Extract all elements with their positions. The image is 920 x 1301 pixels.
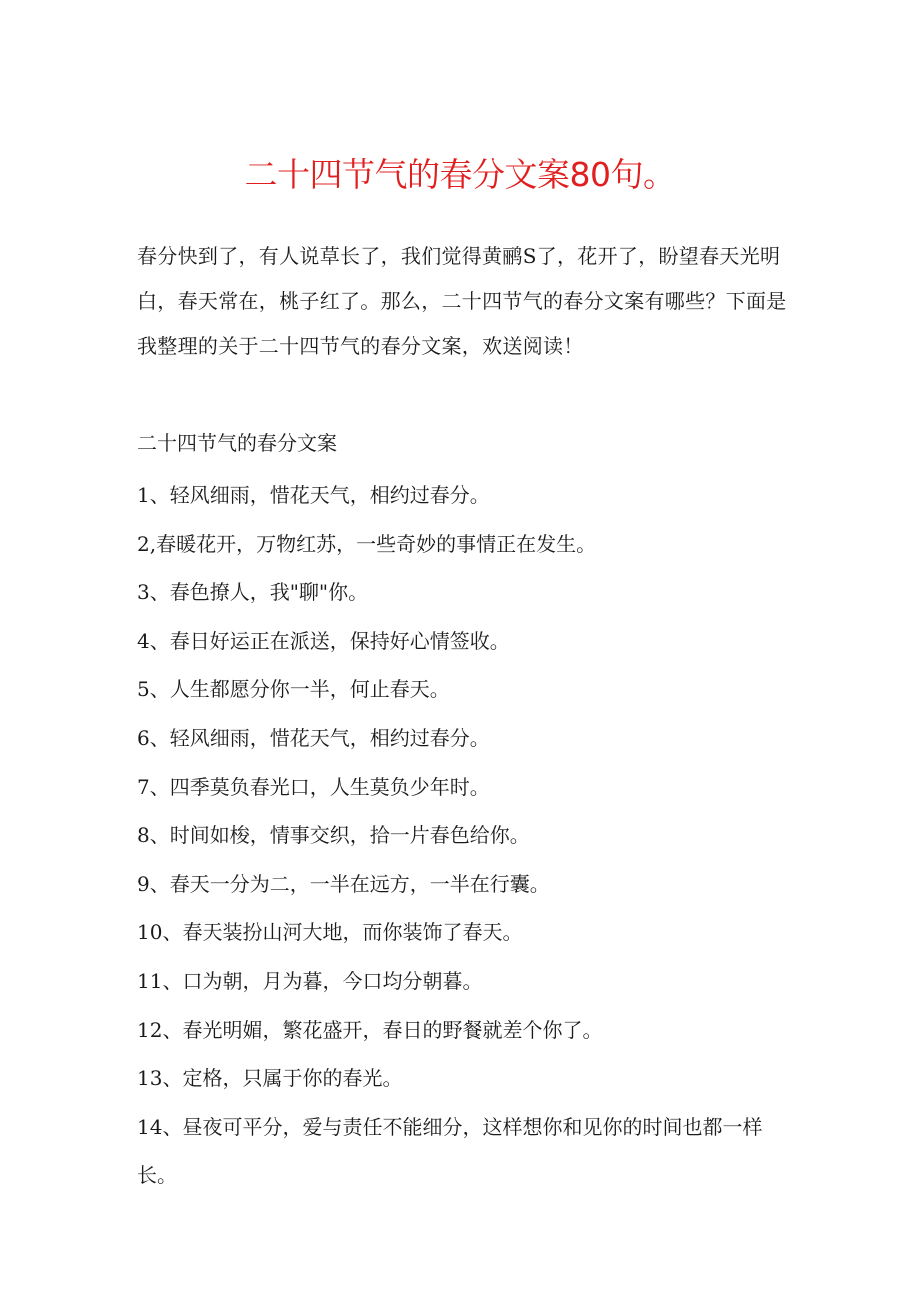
list-item: 5、人生都愿分你一半，何止春天。	[137, 677, 450, 702]
section-heading: 二十四节气的春分文案	[137, 431, 337, 455]
list-item: 2,春暖花开，万物红苏，一些奇妙的事情正在发生。	[137, 531, 597, 556]
intro-paragraph: 春分快到了，有人说草长了，我们觉得黄鹂S了，花开了，盼望春天光明白，春天常在，桃子红了。那么，二十四节气的春分文案有哪些？下面是我整理的关于二十四节气的春分文案，欢送阅读！	[137, 244, 787, 358]
list-item: 4、春日好运正在派送，保持好心情签收。	[137, 628, 510, 653]
list-item: 1、轻风细雨，惜花天气，相约过春分。	[137, 483, 490, 507]
document-title: 二十四节气的春分文案80句。	[244, 155, 676, 194]
list-item: 9、春天一分为二，一半在远方，一半在行囊。	[137, 871, 550, 896]
list-item: 8、时间如梭，情事交织，拾一片春色给你。	[137, 823, 530, 848]
list-item: 3、春色撩人，我"聊"你。	[137, 580, 369, 605]
list-item: 11、口为朝，月为暮，今口均分朝暮。	[137, 968, 483, 993]
list-item: 12、春光明媚，繁花盛开，春日的野餐就差个你了。	[137, 1017, 603, 1042]
list-item: 6、轻风细雨，惜花天气，相约过春分。	[137, 725, 490, 750]
list-item: 13、定格，只属于你的春光。	[137, 1066, 403, 1091]
quote-list	[137, 471, 787, 1200]
list-item: 14、昼夜可平分，爱与责任不能细分，这样想你和见你的时间也都一样长。	[137, 1114, 763, 1188]
list-item: 10、春天装扮山河大地，而你装饰了春天。	[137, 920, 523, 945]
list-item: 7、四季莫负春光口，人生莫负少年时。	[137, 774, 490, 799]
